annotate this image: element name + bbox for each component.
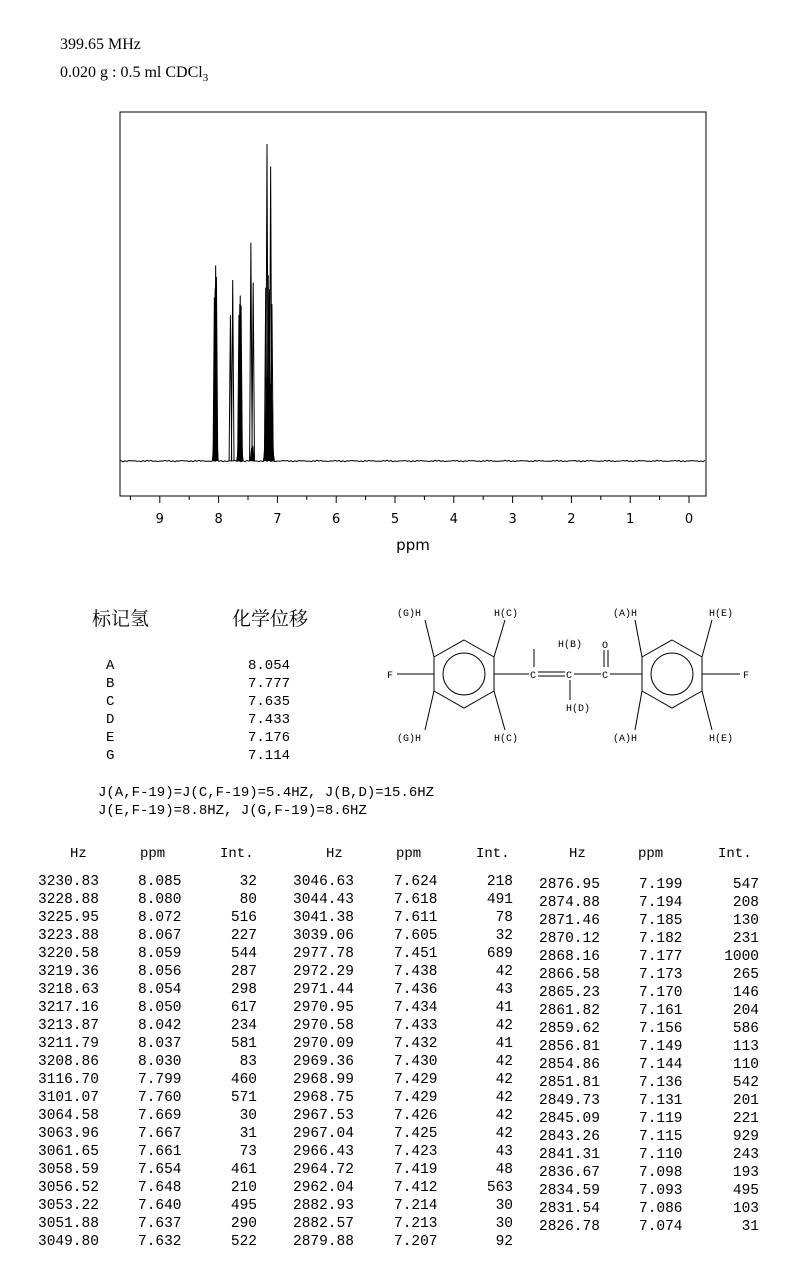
label-a-top: (A)H <box>613 609 638 620</box>
assign-shift: 7.433 <box>248 712 291 728</box>
peak-hz: 2876.95 <box>539 877 600 893</box>
peak-ppm: 7.182 <box>639 931 683 947</box>
peak-hz: 2874.88 <box>539 895 600 911</box>
peak-intensity: 542 <box>732 1075 759 1091</box>
x-tick-label: 7 <box>273 512 282 527</box>
label-hd: H(D) <box>566 704 591 715</box>
peak-ppm: 7.173 <box>639 967 683 983</box>
peak-hz: 3211.79 <box>38 1036 99 1052</box>
peak-hz: 2971.44 <box>293 982 354 998</box>
peak-ppm: 7.161 <box>639 1003 683 1019</box>
peak-hz: 2972.29 <box>293 964 354 980</box>
peak-hz: 2856.81 <box>539 1039 600 1055</box>
peak-intensity: 571 <box>230 1090 257 1106</box>
label-shift-header: 化学位移 <box>232 608 309 630</box>
x-tick-label: 8 <box>214 512 223 527</box>
peak-hz: 2882.93 <box>293 1198 354 1214</box>
peak-intensity: 113 <box>732 1039 759 1055</box>
peak-intensity: 103 <box>732 1201 759 1217</box>
label-c-bottom: H(C) <box>494 734 519 745</box>
label-carbon-1: C <box>530 671 537 682</box>
peak-ppm: 7.426 <box>394 1108 438 1124</box>
col3-header-int: Int. <box>718 846 752 862</box>
assign-shift: 7.176 <box>248 730 291 746</box>
label-hb: H(B) <box>558 640 583 651</box>
peak-ppm: 8.085 <box>138 874 182 890</box>
peak-hz: 2969.36 <box>293 1054 354 1070</box>
peak-hz: 3049.80 <box>38 1234 99 1250</box>
peak-ppm: 7.760 <box>138 1090 182 1106</box>
peak-hz: 2841.31 <box>539 1147 600 1163</box>
x-tick-label: 1 <box>626 512 635 527</box>
peak-ppm: 7.425 <box>394 1126 438 1142</box>
label-c-top: H(C) <box>494 609 519 620</box>
peak-intensity: 495 <box>230 1198 257 1214</box>
x-axis-ticks <box>130 496 693 527</box>
peak-hz: 3230.83 <box>38 874 99 890</box>
peak-ppm: 7.156 <box>639 1021 683 1037</box>
sample-subscript: 3 <box>202 72 209 85</box>
peak-ppm: 7.149 <box>639 1039 683 1055</box>
peak-ppm: 7.432 <box>394 1036 438 1052</box>
peak-ppm: 7.434 <box>394 1000 438 1016</box>
peak-hz: 2977.78 <box>293 946 354 962</box>
peak-intensity: 287 <box>230 964 257 980</box>
peak-hz: 2834.59 <box>539 1183 600 1199</box>
peak-intensity: 42 <box>495 1090 513 1106</box>
peak-ppm: 8.042 <box>138 1018 182 1034</box>
peak-intensity: 42 <box>495 1108 513 1124</box>
peak-ppm: 7.611 <box>394 910 438 926</box>
peak-intensity: 32 <box>495 928 513 944</box>
label-e-top: H(E) <box>709 609 734 620</box>
peak-hz: 2859.62 <box>539 1021 600 1037</box>
sample-main: 0.020 g : 0.5 ml CDCl <box>60 64 203 81</box>
peak-hz: 2966.43 <box>293 1144 354 1160</box>
peak-ppm: 8.072 <box>138 910 182 926</box>
plot-frame <box>120 112 706 496</box>
peak-intensity: 544 <box>230 946 257 962</box>
peak-intensity: 110 <box>732 1057 759 1073</box>
peak-intensity: 80 <box>239 892 257 908</box>
peak-ppm: 7.618 <box>394 892 438 908</box>
peak-ppm: 7.119 <box>639 1111 683 1127</box>
col2-header-ppm: ppm <box>396 846 422 862</box>
peak-intensity: 42 <box>495 1072 513 1088</box>
assign-id: B <box>106 676 115 692</box>
label-a-bottom: (A)H <box>613 734 638 745</box>
x-tick-label: 2 <box>567 512 576 527</box>
peak-hz: 3208.86 <box>38 1054 99 1070</box>
peak-ppm: 7.093 <box>639 1183 683 1199</box>
peak-ppm: 7.131 <box>639 1093 683 1109</box>
x-axis-label: ppm <box>396 536 430 554</box>
peak-ppm: 7.799 <box>138 1072 182 1088</box>
peak-hz: 3228.88 <box>38 892 99 908</box>
peak-hz: 3219.36 <box>38 964 99 980</box>
bond-a-top <box>635 620 642 657</box>
peak-intensity: 227 <box>230 928 257 944</box>
col1-header-int: Int. <box>220 846 254 862</box>
right-ring <box>642 640 702 708</box>
peak-ppm: 7.661 <box>138 1144 182 1160</box>
peak-hz: 3116.70 <box>38 1072 99 1088</box>
peak-hz: 3220.58 <box>38 946 99 962</box>
peak-ppm: 8.050 <box>138 1000 182 1016</box>
peak-hz: 2967.04 <box>293 1126 354 1142</box>
peak-ppm: 7.419 <box>394 1162 438 1178</box>
peak-intensity: 586 <box>732 1021 759 1037</box>
col3-header-ppm: ppm <box>638 846 664 862</box>
peak-intensity: 234 <box>230 1018 257 1034</box>
peak-ppm: 8.054 <box>138 982 182 998</box>
peak-ppm: 7.438 <box>394 964 438 980</box>
bond-a-bottom <box>635 691 642 730</box>
peak-intensity: 30 <box>239 1108 257 1124</box>
coupling-constants-line-2: J(E,F-19)=8.8HZ, J(G,F-19)=8.6HZ <box>98 803 367 819</box>
peak-ppm: 7.423 <box>394 1144 438 1160</box>
peak-ppm: 7.624 <box>394 874 438 890</box>
peak-intensity: 221 <box>732 1111 759 1127</box>
peak-intensity: 193 <box>732 1165 759 1181</box>
peak-ppm: 7.086 <box>639 1201 683 1217</box>
peak-intensity: 581 <box>230 1036 257 1052</box>
bond-g-bottom <box>425 691 434 730</box>
peak-hz: 2866.58 <box>539 967 600 983</box>
peak-ppm: 7.429 <box>394 1072 438 1088</box>
peak-hz: 2861.82 <box>539 1003 600 1019</box>
assign-shift: 7.635 <box>248 694 291 710</box>
peak-intensity: 210 <box>230 1180 257 1196</box>
peak-hz: 2851.81 <box>539 1075 600 1091</box>
bond-e-bottom <box>702 691 712 730</box>
spectrum-peak <box>252 283 255 461</box>
peak-hz: 2882.57 <box>293 1216 354 1232</box>
peak-intensity: 42 <box>495 964 513 980</box>
peak-intensity: 48 <box>495 1162 513 1178</box>
peak-hz: 3225.95 <box>38 910 99 926</box>
peak-hz: 3217.16 <box>38 1000 99 1016</box>
peak-hz: 2843.26 <box>539 1129 600 1145</box>
label-g-top: (G)H <box>397 609 422 620</box>
peak-ppm: 7.207 <box>394 1234 438 1250</box>
peak-intensity: 522 <box>230 1234 257 1250</box>
peak-ppm: 7.640 <box>138 1198 182 1214</box>
peak-hz: 2849.73 <box>539 1093 600 1109</box>
peak-ppm: 7.213 <box>394 1216 438 1232</box>
peak-ppm: 8.030 <box>138 1054 182 1070</box>
peak-intensity: 265 <box>732 967 759 983</box>
peak-intensity: 73 <box>239 1144 257 1160</box>
peak-intensity: 204 <box>732 1003 759 1019</box>
peak-intensity: 92 <box>495 1234 513 1250</box>
spectrometer-frequency: 399.65 MHz <box>60 36 141 53</box>
peak-ppm: 7.170 <box>639 985 683 1001</box>
peak-hz: 2968.99 <box>293 1072 354 1088</box>
peak-intensity: 43 <box>495 1144 513 1160</box>
peak-ppm: 8.080 <box>138 892 182 908</box>
peak-intensity: 208 <box>732 895 759 911</box>
peak-intensity: 491 <box>486 892 513 908</box>
peak-hz: 3053.22 <box>38 1198 99 1214</box>
peak-intensity: 146 <box>732 985 759 1001</box>
peak-ppm: 8.067 <box>138 928 182 944</box>
peak-intensity: 563 <box>486 1180 513 1196</box>
peak-intensity: 231 <box>732 931 759 947</box>
peak-intensity: 290 <box>230 1216 257 1232</box>
peak-ppm: 7.110 <box>639 1147 683 1163</box>
peak-hz: 2836.67 <box>539 1165 600 1181</box>
peak-ppm: 8.059 <box>138 946 182 962</box>
spectrum-peak <box>231 280 234 461</box>
assign-shift: 8.054 <box>248 658 291 674</box>
bond-c-top <box>494 620 505 657</box>
left-ring <box>434 640 494 708</box>
peak-ppm: 7.667 <box>138 1126 182 1142</box>
peak-intensity: 31 <box>741 1219 759 1235</box>
peak-intensity: 298 <box>230 982 257 998</box>
peak-hz: 3041.38 <box>293 910 354 926</box>
peak-ppm: 7.412 <box>394 1180 438 1196</box>
peak-ppm: 7.669 <box>138 1108 182 1124</box>
peak-ppm: 7.430 <box>394 1054 438 1070</box>
peak-hz: 3063.96 <box>38 1126 99 1142</box>
peak-intensity: 42 <box>495 1126 513 1142</box>
peak-intensity: 689 <box>486 946 513 962</box>
x-tick-label: 4 <box>449 512 458 527</box>
peak-hz: 3051.88 <box>38 1216 99 1232</box>
peak-intensity: 31 <box>239 1126 257 1142</box>
peak-ppm: 7.436 <box>394 982 438 998</box>
label-fluorine-left: F <box>387 671 394 682</box>
peak-ppm: 7.433 <box>394 1018 438 1034</box>
peak-hz: 2865.23 <box>539 985 600 1001</box>
peak-ppm: 7.214 <box>394 1198 438 1214</box>
assign-shift: 7.114 <box>248 748 291 764</box>
bond-g-top <box>425 620 434 657</box>
peak-ppm: 7.144 <box>639 1057 683 1073</box>
peak-intensity: 42 <box>495 1054 513 1070</box>
peak-hz: 3213.87 <box>38 1018 99 1034</box>
col2-header-hz: Hz <box>326 846 343 862</box>
peak-intensity: 41 <box>495 1036 513 1052</box>
peak-ppm: 7.637 <box>138 1216 182 1232</box>
label-oxygen: O <box>602 641 609 652</box>
peak-hz: 2964.72 <box>293 1162 354 1178</box>
peak-hz: 2826.78 <box>539 1219 600 1235</box>
peak-hz: 3061.65 <box>38 1144 99 1160</box>
peak-hz: 2845.09 <box>539 1111 600 1127</box>
peak-hz: 2831.54 <box>539 1201 600 1217</box>
peak-intensity: 32 <box>239 874 257 890</box>
col1-header-hz: Hz <box>70 846 87 862</box>
peak-hz: 3039.06 <box>293 928 354 944</box>
peak-ppm: 7.429 <box>394 1090 438 1106</box>
peak-intensity: 41 <box>495 1000 513 1016</box>
peak-hz: 2854.86 <box>539 1057 600 1073</box>
peak-intensity: 130 <box>732 913 759 929</box>
peak-hz: 3046.63 <box>293 874 354 890</box>
peak-intensity: 617 <box>230 1000 257 1016</box>
peak-intensity: 547 <box>732 877 759 893</box>
peak-ppm: 7.648 <box>138 1180 182 1196</box>
peak-ppm: 7.632 <box>138 1234 182 1250</box>
peak-hz: 3101.07 <box>38 1090 99 1106</box>
peak-ppm: 7.098 <box>639 1165 683 1181</box>
right-ring-aromatic-circle <box>651 653 693 695</box>
label-hydrogen-header: 标记氢 <box>92 608 150 630</box>
spectrum-peaks <box>212 144 274 461</box>
peak-intensity: 43 <box>495 982 513 998</box>
peak-hz: 2967.53 <box>293 1108 354 1124</box>
peak-intensity: 30 <box>495 1216 513 1232</box>
peak-ppm: 7.136 <box>639 1075 683 1091</box>
label-carbon-2: C <box>566 671 573 682</box>
col3-header-hz: Hz <box>569 846 586 862</box>
peak-hz: 3218.63 <box>38 982 99 998</box>
label-g-bottom: (G)H <box>397 734 422 745</box>
peak-ppm: 7.177 <box>639 949 683 965</box>
x-tick-label: 0 <box>684 512 694 527</box>
peak-intensity: 516 <box>230 910 257 926</box>
peak-ppm: 7.115 <box>639 1129 683 1145</box>
col2-header-int: Int. <box>476 846 510 862</box>
bond-c-bottom <box>494 691 505 730</box>
col1-header-ppm: ppm <box>140 846 166 862</box>
peak-hz: 2962.04 <box>293 1180 354 1196</box>
bond-e-top <box>702 620 712 657</box>
peak-ppm: 7.451 <box>394 946 438 962</box>
peak-hz: 2879.88 <box>293 1234 354 1250</box>
assign-id: A <box>106 658 115 674</box>
peak-hz: 2970.09 <box>293 1036 354 1052</box>
peak-ppm: 8.037 <box>138 1036 182 1052</box>
peak-hz: 2871.46 <box>539 913 600 929</box>
peak-hz: 2870.12 <box>539 931 600 947</box>
x-tick-label: 5 <box>390 512 400 527</box>
peak-intensity: 201 <box>732 1093 759 1109</box>
assign-shift: 7.777 <box>248 676 291 692</box>
peak-hz: 3223.88 <box>38 928 99 944</box>
label-fluorine-right: F <box>743 671 750 682</box>
peak-hz: 2970.95 <box>293 1000 354 1016</box>
peak-ppm: 7.185 <box>639 913 683 929</box>
x-tick-label: 9 <box>155 512 164 527</box>
x-tick-label: 6 <box>332 512 341 527</box>
label-e-bottom: H(E) <box>709 734 734 745</box>
peak-hz: 3044.43 <box>293 892 354 908</box>
left-ring-aromatic-circle <box>443 653 485 695</box>
peak-hz: 3064.58 <box>38 1108 99 1124</box>
peak-intensity: 460 <box>230 1072 257 1088</box>
peak-ppm: 7.654 <box>138 1162 182 1178</box>
assign-id: C <box>106 694 115 710</box>
spectrum-baseline <box>121 460 705 462</box>
nmr-spectrum-chart <box>0 0 794 570</box>
peak-intensity: 243 <box>732 1147 759 1163</box>
peak-hz: 3056.52 <box>38 1180 99 1196</box>
peak-ppm: 7.194 <box>639 895 683 911</box>
x-tick-label: 3 <box>508 512 517 527</box>
peak-hz: 2970.58 <box>293 1018 354 1034</box>
peak-ppm: 8.056 <box>138 964 182 980</box>
peak-intensity: 461 <box>230 1162 257 1178</box>
peak-intensity: 218 <box>486 874 513 890</box>
assign-id: E <box>106 730 115 746</box>
peak-ppm: 7.199 <box>639 877 683 893</box>
peak-intensity: 30 <box>495 1198 513 1214</box>
coupling-constants-line-1: J(A,F-19)=J(C,F-19)=5.4HZ, J(B,D)=15.6HZ <box>98 785 435 801</box>
peak-intensity: 495 <box>732 1183 759 1199</box>
peak-ppm: 7.074 <box>639 1219 683 1235</box>
peak-ppm: 7.605 <box>394 928 438 944</box>
peak-intensity: 83 <box>239 1054 257 1070</box>
peak-intensity: 1000 <box>724 949 759 965</box>
peak-hz: 3058.59 <box>38 1162 99 1178</box>
peak-hz: 2868.16 <box>539 949 600 965</box>
label-carbon-3: C <box>602 671 609 682</box>
peak-hz: 2968.75 <box>293 1090 354 1106</box>
peak-intensity: 42 <box>495 1018 513 1034</box>
peak-intensity: 78 <box>495 910 513 926</box>
assign-id: D <box>106 712 115 728</box>
peak-intensity: 929 <box>732 1129 759 1145</box>
assign-id: G <box>106 748 115 764</box>
